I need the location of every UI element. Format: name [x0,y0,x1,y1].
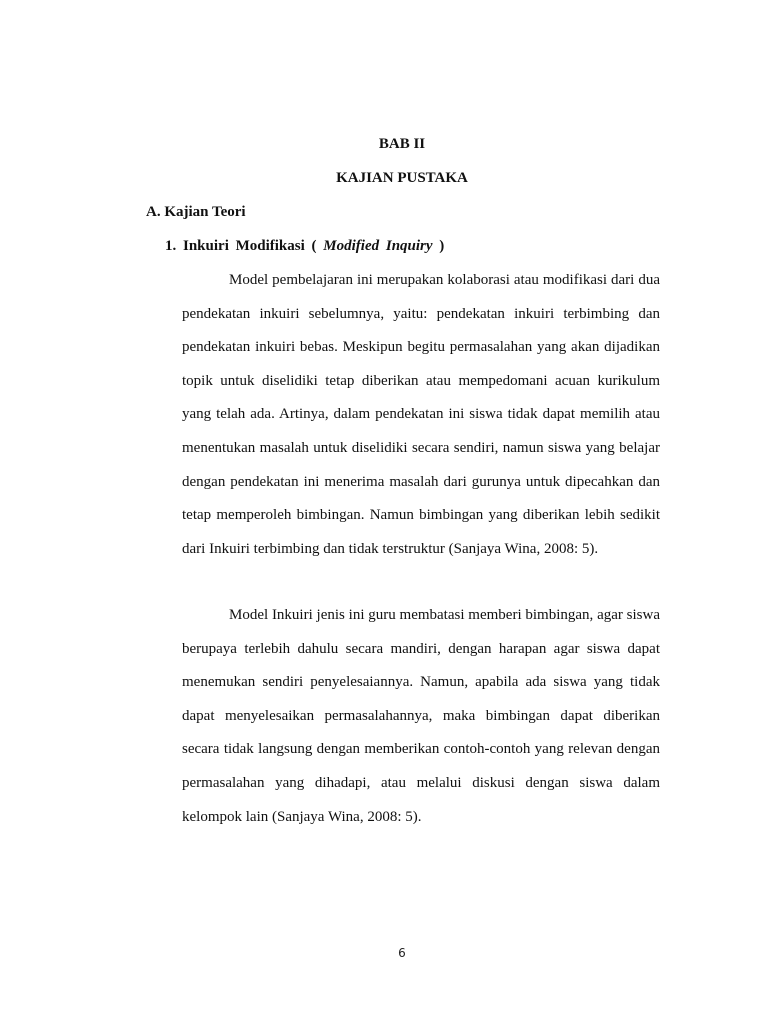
paragraph-text: Model Inkuiri jenis ini guru membatasi memberi bimbingan, agar siswa berupaya terlebih dahulu secara mandiri, dengan harapan agar siswa dapat menemukan sendiri penyelesaiannya. Namun, apabila ada siswa yang tidak dapat menyelesaikan permasalahannya, maka bimbingan dapat diberikan secara tidak langsung dengan memberikan contoh-contoh yang relevan dengan permasalahan yang dihadapi, atau melalui diskusi dengan siswa dalam kelompok lain (Sanjaya Wina, 2008: 5). [182,607,660,825]
subsection-number: 1. [165,238,177,254]
page-number: 6 [398,946,406,960]
chapter-number: BAB II [378,136,426,152]
body-paragraph [182,264,660,566]
subsection-heading [165,238,444,255]
section-heading: A. Kajian Teori [146,204,246,220]
subsection-title-italic: Modified Inquiry [323,238,433,254]
chapter-title: KAJIAN PUSTAKA [336,170,468,186]
body-paragraph [182,599,660,834]
subsection-title-suffix: ) [432,238,445,254]
paragraph-text: Model pembelajaran ini merupakan kolaborasi atau modifikasi dari dua pendekatan inkuiri sebelumnya, yaitu: pendekatan inkuiri terbimbing dan pendekatan inkuiri bebas. Meskipun begitu permasalahan yang akan dijadikan topik untuk diselidiki tetap diberikan atau mempedomani acuan kurikulum yang telah ada. Artinya, dalam pendekatan ini siswa tidak dapat memilih atau menentukan masalah untuk diselidiki secara sendiri, namun siswa yang belajar dengan pendekatan ini menerima masalah dari gurunya untuk dipecahkan dan tetap memperoleh bimbingan. Namun bimbingan yang diberikan lebih sedikit dari Inkuiri terbimbing dan tidak terstruktur (Sanjaya Wina, 2008: 5). [182,272,660,557]
subsection-title-prefix: Inkuiri Modifikasi ( [183,238,324,254]
